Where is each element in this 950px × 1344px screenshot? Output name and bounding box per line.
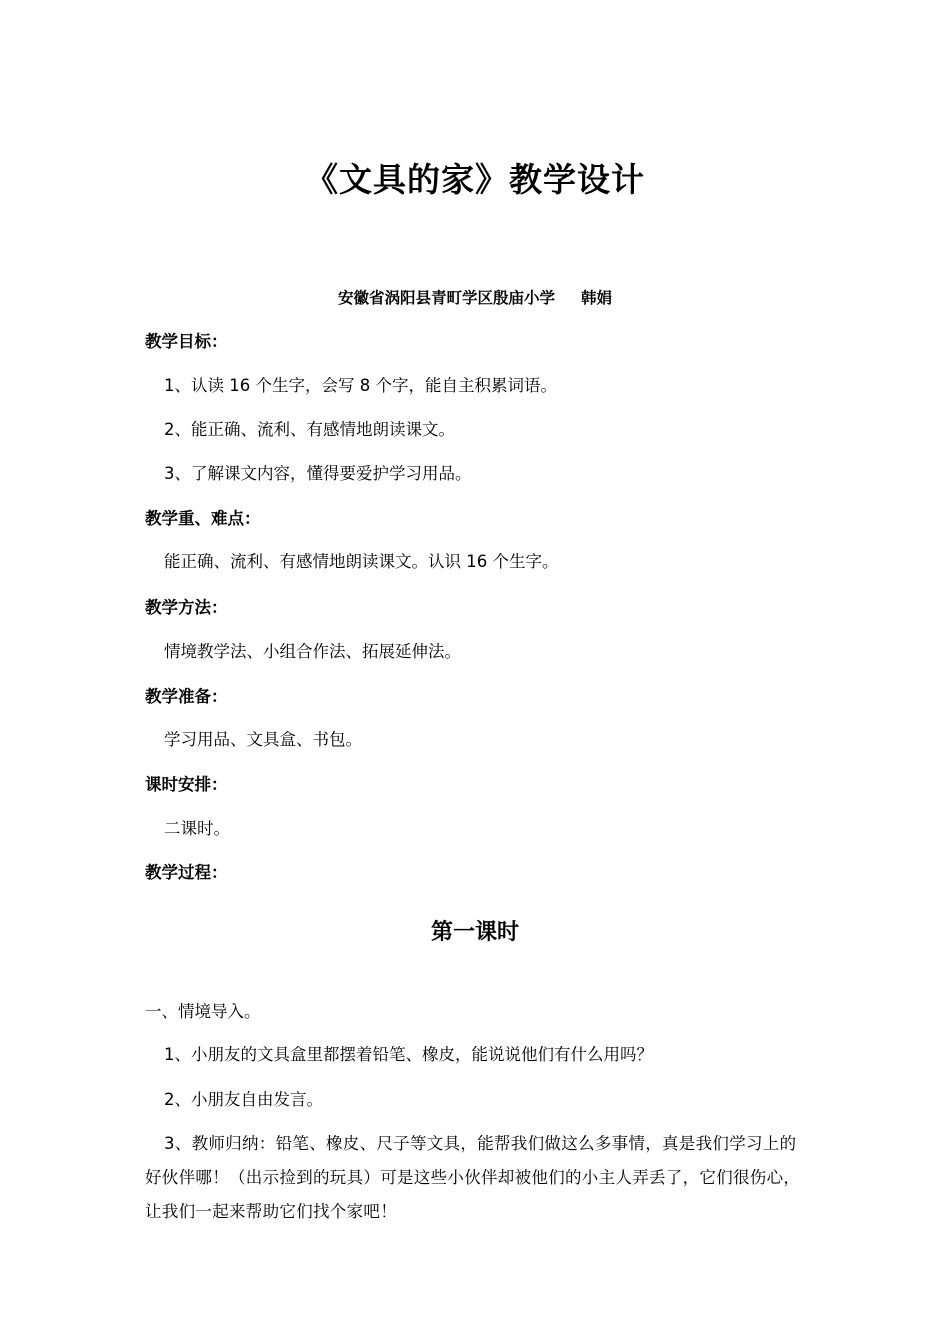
methods-text: 情境教学法、小组合作法、拓展延伸法。 <box>164 642 461 661</box>
process-heading: 教学过程： <box>145 863 228 882</box>
objective-item: 3、了解课文内容，懂得要爱护学习用品。 <box>164 464 472 483</box>
author-line <box>0 286 950 310</box>
schedule-heading: 课时安排： <box>145 775 228 794</box>
objective-item: 2、能正确、流利、有感情地朗读课文。 <box>164 420 455 439</box>
lesson-step-item: 2、小朋友自由发言。 <box>164 1090 323 1109</box>
methods-heading: 教学方法： <box>145 598 228 617</box>
lesson-step-heading: 一、情境导入。 <box>145 1002 261 1021</box>
lesson-one-title: 第一课时 <box>430 920 519 945</box>
key-points-heading: 教学重、难点： <box>145 509 261 528</box>
lesson-summary-paragraph: 3、教师归纳：铅笔、橡皮、尺子等文具，能帮我们做这么多事情，真是我们学习上的好伙伴哪！（出示捡到的玩具）可是这些小伙伴却被他们的小主人弄丢了，它们很伤心，让我们一起来帮助它们找个家吧！ <box>145 1134 801 1221</box>
objective-item: 1、认读 16 个生字，会写 8 个字，能自主积累词语。 <box>164 376 557 395</box>
preparation-text: 学习用品、文具盒、书包。 <box>164 730 362 749</box>
document-title: 《文具的家》教学设计 <box>305 160 645 199</box>
objectives-heading: 教学目标： <box>145 332 228 351</box>
author-name: 韩娟 <box>581 289 613 307</box>
author-school: 安徽省涡阳县青町学区殷庙小学 <box>337 289 555 307</box>
preparation-heading: 教学准备： <box>145 687 228 706</box>
key-points-text: 能正确、流利、有感情地朗读课文。认识 16 个生字。 <box>164 552 559 571</box>
lesson-step-item: 1、小朋友的文具盒里都摆着铅笔、橡皮，能说说他们有什么用吗？ <box>164 1045 653 1064</box>
schedule-text: 二课时。 <box>164 819 230 838</box>
